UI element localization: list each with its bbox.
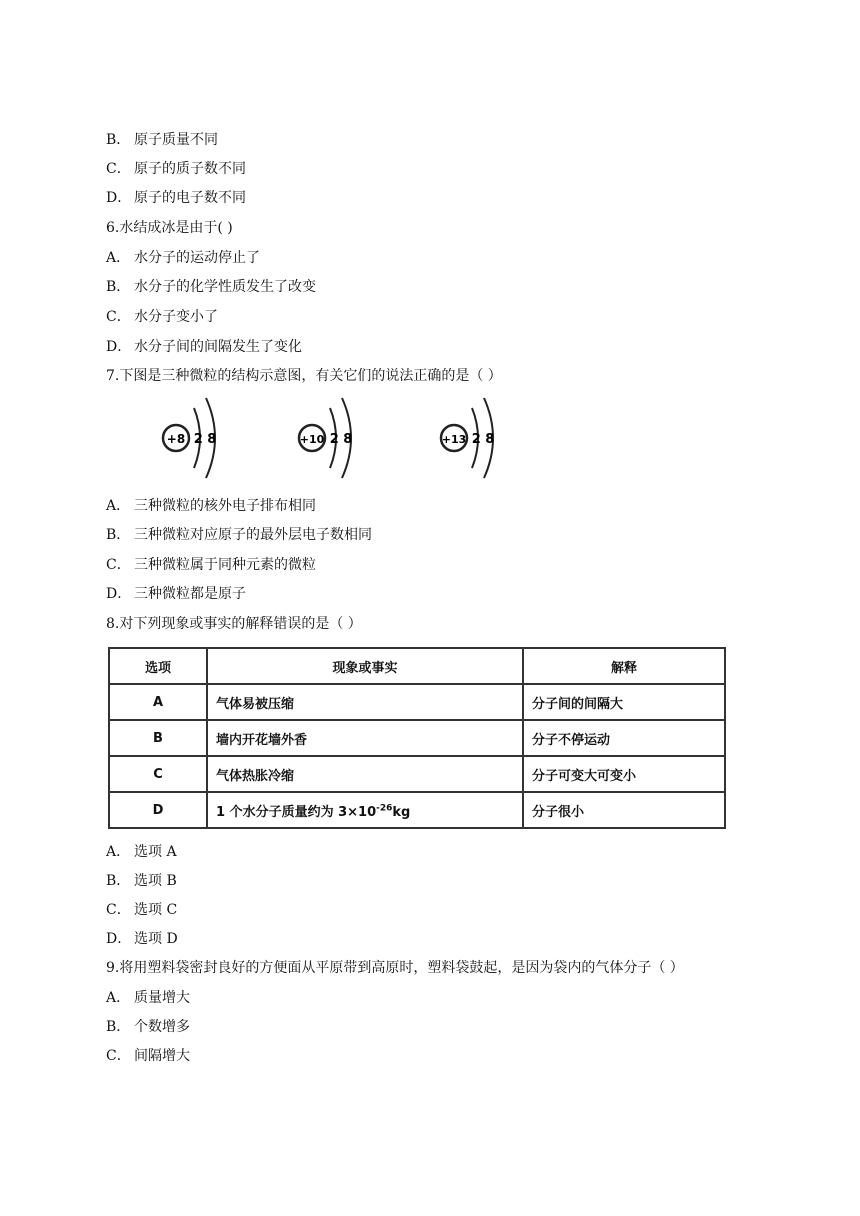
table-header-row (109, 648, 725, 684)
q7-option-b: B． 三种微粒对应原子的最外层电子数相同 (106, 527, 372, 543)
header-fact: 现象或事实 (207, 648, 523, 684)
row-key: A (109, 684, 207, 720)
nucleus-charge: +8 (166, 432, 186, 446)
q5-option-b: B． 原子质量不同 (106, 132, 218, 148)
shell-electrons: 2 8 (193, 432, 217, 447)
table-row (109, 684, 725, 720)
row-fact: 气体易被压缩 (207, 684, 523, 720)
row-fact: 气体热胀冷缩 (207, 756, 523, 792)
nucleus-charge: +10 (299, 433, 325, 446)
row-key: D (109, 792, 207, 828)
q9-option-b: B． 个数增多 (106, 1019, 190, 1035)
header-option: 选项 (109, 648, 207, 684)
row-explanation: 分子可变大可变小 (523, 756, 725, 792)
table-row (109, 792, 725, 828)
q8-stem: 8.对下列现象或事实的解释错误的是（ ） (106, 616, 362, 632)
q9-option-a: A． 质量增大 (106, 990, 190, 1006)
q5-option-c: C． 原子的质子数不同 (106, 161, 246, 177)
row-explanation: 分子很小 (523, 792, 725, 828)
facts-table (108, 647, 726, 829)
particle-diagram-3 (436, 392, 506, 488)
q7-option-c: C． 三种微粒属于同种元素的微粒 (106, 557, 316, 573)
row-fact: 墙内开花墙外香 (207, 720, 523, 756)
row-explanation: 分子间的间隔大 (523, 684, 725, 720)
shell-electrons: 2 8 (471, 432, 495, 447)
row-key: B (109, 720, 207, 756)
q6-option-d: D． 水分子间的间隔发生了变化 (106, 339, 302, 355)
q8-option-a: A． 选项 A (106, 844, 177, 860)
q8-option-d: D． 选项 D (106, 931, 178, 947)
q9-option-c: C． 间隔增大 (106, 1048, 190, 1064)
shell-electrons: 2 8 (329, 432, 353, 447)
q6-option-a: A． 水分子的运动停止了 (106, 250, 260, 266)
q8-option-b: B． 选项 B (106, 873, 177, 889)
q7-option-d: D． 三种微粒都是原子 (106, 586, 246, 602)
q6-option-b: B． 水分子的化学性质发生了改变 (106, 279, 316, 295)
header-explanation: 解释 (523, 648, 725, 684)
table-row (109, 756, 725, 792)
row-explanation: 分子不停运动 (523, 720, 725, 756)
q9-stem: 9.将用塑料袋密封良好的方便面从平原带到高原时，塑料袋鼓起，是因为袋内的气体分子（ ） (106, 960, 684, 976)
q6-stem: 6.水结成冰是由于( ) (106, 220, 233, 236)
q7-stem: 7.下图是三种微粒的结构示意图，有关它们的说法正确的是（ ） (106, 368, 502, 384)
nucleus-charge: +13 (441, 433, 467, 446)
particle-diagram-2 (294, 392, 364, 488)
q6-option-c: C． 水分子变小了 (106, 309, 218, 325)
q5-option-d: D． 原子的电子数不同 (106, 190, 246, 206)
row-key: C (109, 756, 207, 792)
q8-option-c: C． 选项 C (106, 902, 178, 918)
row-fact: 1 个水分子质量约为 $3\times 10^{-26}kg$ (207, 792, 523, 828)
particle-diagram-1 (158, 392, 228, 488)
q7-option-a: A． 三种微粒的核外电子排布相同 (106, 498, 316, 514)
table-row (109, 720, 725, 756)
